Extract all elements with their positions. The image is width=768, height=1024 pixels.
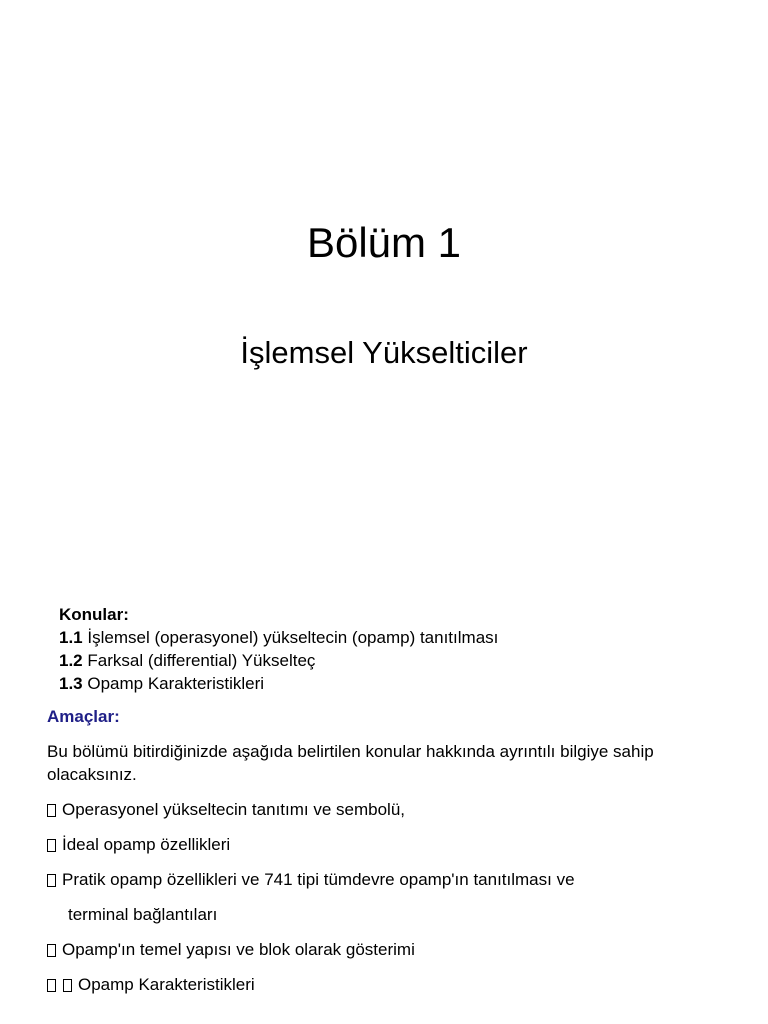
- goal-item-continuation: [68, 904, 217, 926]
- missing-glyph-box-icon: [47, 979, 56, 992]
- missing-glyph-box-icon: [47, 804, 56, 817]
- topic-number: 1.3: [59, 674, 83, 693]
- goal-text: terminal bağlantıları: [68, 905, 218, 924]
- missing-glyph-box-icon: [63, 979, 72, 992]
- goal-item: [47, 834, 230, 856]
- missing-glyph-box-icon: [47, 839, 56, 852]
- topic-item: [59, 649, 498, 672]
- missing-glyph-box-icon: [47, 874, 56, 887]
- topic-text: Farksal (differential) Yükselteç: [87, 651, 316, 670]
- goals-intro: Bu bölümü bitirdiğinizde aşağıda belirtilen konular hakkında ayrıntılı bilgiye sahip olacaksınız.: [47, 742, 654, 784]
- goal-item: [47, 799, 405, 821]
- goal-item: [47, 939, 415, 961]
- goals-heading: Amaçlar:: [47, 707, 120, 726]
- topic-item: [59, 626, 498, 649]
- topic-item: [59, 672, 498, 695]
- goal-text: İdeal opamp özellikleri: [62, 835, 231, 854]
- goal-text: Operasyonel yükseltecin tanıtımı ve sembolü,: [62, 800, 405, 819]
- chapter-subtitle: İşlemsel Yükselticiler: [240, 335, 528, 370]
- goal-text: Opamp'ın temel yapısı ve blok olarak gösterimi: [62, 940, 415, 959]
- goal-item: [47, 869, 575, 891]
- topic-number: 1.1: [59, 628, 83, 647]
- topic-text: İşlemsel (operasyonel) yükseltecin (opamp) tanıtılması: [87, 628, 499, 647]
- goal-text: Opamp Karakteristikleri: [78, 975, 255, 994]
- topic-text: Opamp Karakteristikleri: [87, 674, 265, 693]
- topics-heading: Konular:: [59, 605, 129, 624]
- goal-item: [47, 974, 255, 996]
- chapter-title: Bölüm 1: [306, 219, 462, 266]
- goal-text: Pratik opamp özellikleri ve 741 tipi tümdevre opamp'ın tanıtılması ve: [62, 870, 575, 889]
- missing-glyph-box-icon: [47, 944, 56, 957]
- topic-number: 1.2: [59, 651, 83, 670]
- topics-section: [59, 603, 498, 695]
